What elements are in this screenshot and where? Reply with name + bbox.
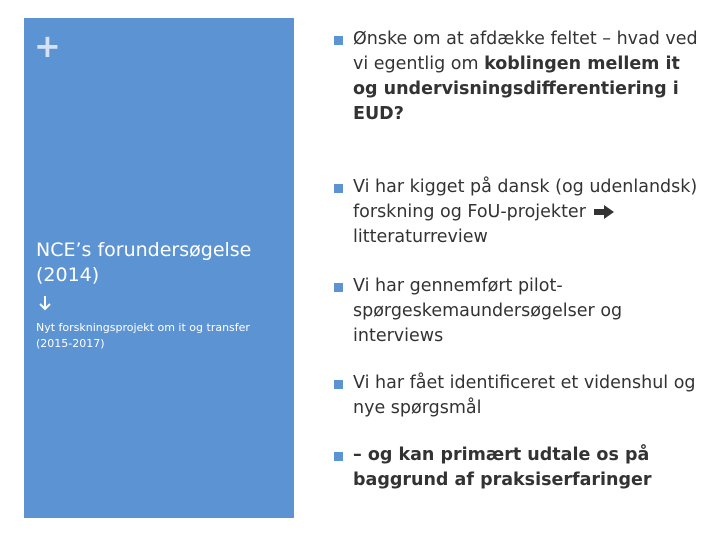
- bullet-text: Vi har kigget på dansk (og udenlandsk) forskning og FoU-projekter: [353, 177, 698, 222]
- list-item: [334, 443, 706, 493]
- right-arrow-icon: [594, 205, 614, 219]
- panel-title: NCE’s forundersøgelse (2014): [36, 239, 252, 286]
- panel-subtitle: Nyt forskningsprojekt om it og transfer (2015-2017): [36, 321, 250, 350]
- bullet-marker: [334, 380, 343, 389]
- bullet-text-bold: – og kan primært udtale os på baggrund af praksiserfaringer: [353, 445, 652, 490]
- plus-icon: +: [34, 27, 61, 65]
- down-arrow-icon: [38, 294, 52, 312]
- list-item: [334, 27, 706, 127]
- list-item: [334, 371, 706, 421]
- side-panel: [24, 18, 294, 518]
- bullet-marker: [334, 452, 343, 461]
- bullet-text: Vi har gennemført pilot-spørgeskemaundersøgelser og interviews: [353, 276, 623, 346]
- list-item: [334, 274, 706, 349]
- bullet-marker: [334, 184, 343, 193]
- list-item: [334, 175, 706, 250]
- bullet-text-bold: koblingen mellem it og undervisningsdifferentiering i EUD?: [353, 54, 680, 124]
- bullet-text: Vi har fået identificeret et videnshul og nye spørgsmål: [353, 373, 696, 418]
- bullet-text: litteraturreview: [353, 227, 488, 247]
- bullet-marker: [334, 36, 343, 45]
- bullet-text: Ønske om at afdække feltet – hvad ved vi egentlig om: [353, 29, 698, 74]
- bullet-marker: [334, 283, 343, 292]
